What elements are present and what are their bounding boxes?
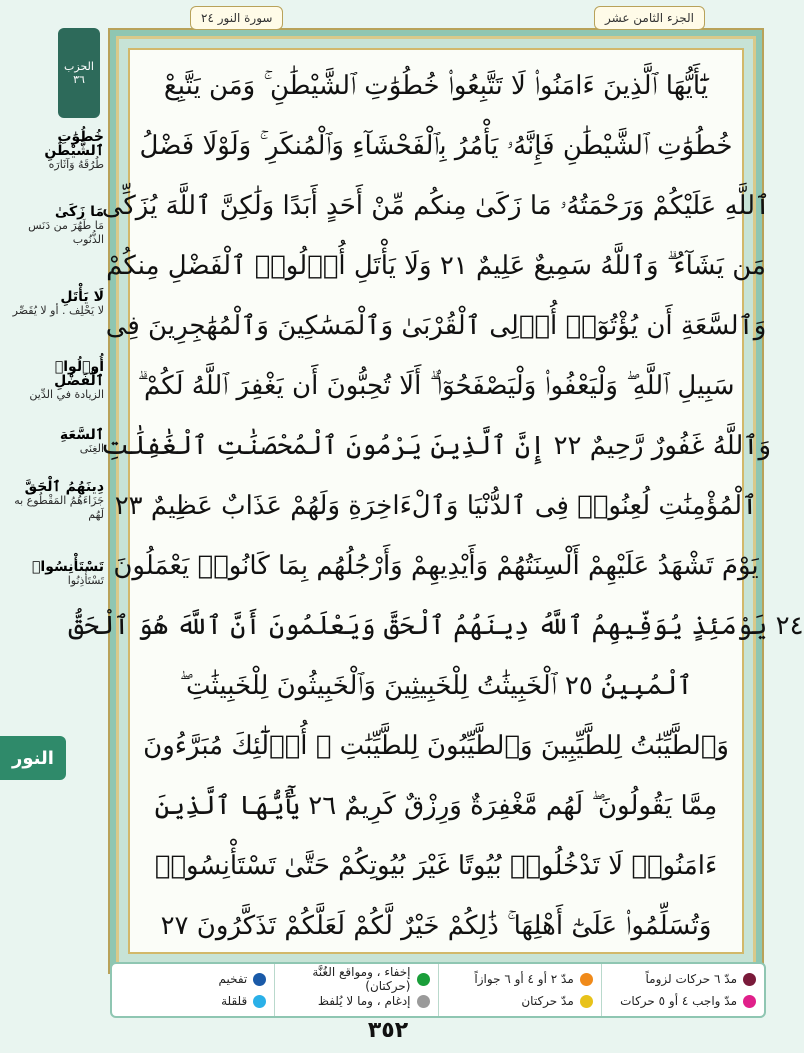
hizb-label: الحزب xyxy=(64,60,94,73)
margin-meaning: تَسْتَأْذِنُوا xyxy=(67,574,104,587)
verse-line-6: سَبِيلِ ٱللَّهِ ۖ وَلْيَعْفُوا۟ وَلْيَصْفَحُوٓا۟ ۗ أَلَا تُحِبُّونَ أَن يَغْفِرَ ٱللَّهُ لَكُمْ ۗ xyxy=(137,370,735,401)
surah-header: سورة النور ٢٤ xyxy=(190,6,283,30)
tajweed-legend xyxy=(110,962,766,1018)
madd-2-dot-icon xyxy=(580,995,593,1008)
hizb-badge xyxy=(58,28,100,118)
legend-label: قلقلة xyxy=(221,994,248,1008)
margin-word: مَا زَكَىٰ xyxy=(54,204,104,220)
verse-line-3: ٱللَّهِ عَلَيْكُمْ وَرَحْمَتُهُۥ مَا زَكَىٰ مِنكُم مِّنْ أَحَدٍ أَبَدًا وَلَٰكِنَّ ٱللَّهَ يُزَكِّى xyxy=(101,190,771,221)
margin-word: تَسْتَأْنِسُوا۟ xyxy=(32,559,104,575)
verse-line-12: وَٱلطَّيِّبَٰتُ لِلطَّيِّبِينَ وَٱلطَّيِّبُونَ لِلطَّيِّبَٰتِ ۚ أُو۟لَٰٓئِكَ مُبَرَّءُونَ xyxy=(143,731,729,761)
page-number: ٣٥٢ xyxy=(367,1018,409,1043)
margin-word: أُو۟لُوا۟ ٱلْفَضْلِ xyxy=(54,359,104,389)
legend-column xyxy=(438,964,601,1016)
margin-meaning: طُرُقَهُ وَآثَارَه xyxy=(48,158,104,171)
legend-item xyxy=(610,990,756,1012)
verse-line-7: وَٱللَّهُ غَفُورٌ رَّحِيمٌ ٢٢ إِنَّ ٱلَّذِينَ يَرْمُونَ ٱلْمُحْصَنَٰتِ ٱلْغَٰفِلَٰتِ xyxy=(100,431,772,461)
legend-item xyxy=(283,965,429,993)
margin-note-6 xyxy=(10,480,104,522)
legend-item xyxy=(120,968,266,990)
verse-line-15: وَتُسَلِّمُوا۟ عَلَىٰٓ أَهْلِهَا ۚ ذَٰلِكُمْ خَيْرٌ لَّكُمْ لَعَلَّكُمْ تَذَكَّرُونَ ٢٧ xyxy=(160,910,712,941)
margin-meaning: الغِنَى xyxy=(79,442,104,455)
verse-line-1: يَٰٓأَيُّهَا ٱلَّذِينَ ءَامَنُوا۟ لَا تَتَّبِعُوا۟ خُطُوَٰتِ ٱلشَّيْطَٰنِ ۚ وَمَن يَتَّبِعْ xyxy=(163,70,709,101)
verse-line-2: خُطُوَٰتِ ٱلشَّيْطَٰنِ فَإِنَّهُۥ يَأْمُرُ بِٱلْفَحْشَآءِ وَٱلْمُنكَرِ ۚ وَلَوْلَا فَضْلُ xyxy=(139,130,733,161)
hizb-number: ٣٦ xyxy=(73,73,85,86)
verse-line-13: مِمَّا يَقُولُونَ ۖ لَهُم مَّغْفِرَةٌ وَرِزْقٌ كَرِيمٌ ٢٦ يَٰٓأَيُّهَا ٱلَّذِينَ xyxy=(154,790,718,821)
legend-item xyxy=(447,990,593,1012)
margin-word: دِينَهُمُ ٱلْحَقَّ xyxy=(24,479,104,495)
legend-label: تفخيم xyxy=(218,972,248,986)
legend-label: مدّ واجب ٤ أو ٥ حركات xyxy=(620,994,737,1008)
margin-meaning: مَا طَهُرَ من دَنَس الذُّنُوب xyxy=(28,219,104,246)
legend-item xyxy=(120,990,266,1012)
verse-line-11: ٱلْمُبِينُ ٢٥ ٱلْخَبِيثَٰتُ لِلْخَبِيثِينَ وَٱلْخَبِيثُونَ لِلْخَبِيثَٰتِ ۖ xyxy=(179,670,693,701)
margin-note-3 xyxy=(10,290,104,318)
legend-label: مدّ ٦ حركات لزوماً xyxy=(645,972,737,986)
juz-header: الجزء الثامن عشر xyxy=(594,6,705,30)
legend-label: مدّ ٢ أو ٤ أو ٦ جوازاً xyxy=(474,972,574,986)
margin-note-2 xyxy=(10,205,104,247)
ikhfa-dot-icon xyxy=(417,973,430,986)
madd-wajib-dot-icon xyxy=(743,995,756,1008)
qalqala-dot-icon xyxy=(253,995,266,1008)
verse-line-14: ءَامَنُوا۟ لَا تَدْخُلُوا۟ بُيُوتًا غَيْرَ بُيُوتِكُمْ حَتَّىٰ تَسْتَأْنِسُوا۟ xyxy=(154,851,718,881)
legend-item xyxy=(447,968,593,990)
margin-meaning: لا يَحْلِف . أو لا يُقَصِّر xyxy=(12,304,104,317)
margin-word: لَا يَأْتَلِ xyxy=(60,289,104,305)
legend-item xyxy=(610,968,756,990)
verse-line-4: مَن يَشَآءُ ۗ وَٱللَّهُ سَمِيعٌ عَلِيمٌ ٢١ وَلَا يَأْتَلِ أُو۟لُوا۟ ٱلْفَضْلِ مِنكُمْ xyxy=(106,250,766,281)
margin-note-7 xyxy=(10,560,104,588)
legend-column xyxy=(112,964,274,1016)
legend-column xyxy=(274,964,437,1016)
margin-word: خُطُوَٰتِ ٱلشَّيْطَٰنِ xyxy=(44,129,104,159)
legend-label: إخفاء ، ومواقع الغُنَّة (حركتان) xyxy=(312,965,411,993)
verse-line-8: ٱلْمُؤْمِنَٰتِ لُعِنُوا۟ فِى ٱلدُّنْيَا وَٱلْءَاخِرَةِ وَلَهُمْ عَذَابٌ عَظِيمٌ ٢٣ xyxy=(114,491,758,521)
margin-word: ٱلسَّعَةِ xyxy=(59,427,104,443)
madd-6-dot-icon xyxy=(743,973,756,986)
legend-item xyxy=(283,990,429,1012)
legend-label: مدّ حركتان xyxy=(521,994,574,1008)
tafkheem-dot-icon xyxy=(253,973,266,986)
verse-line-5: وَٱلسَّعَةِ أَن يُؤْتُوٓا۟ أُو۟لِى ٱلْقُرْبَىٰ وَٱلْمَسَٰكِينَ وَٱلْمُهَٰجِرِينَ فِى xyxy=(105,311,767,341)
legend-column xyxy=(601,964,764,1016)
verse-line-10: ٢٤ يَوْمَئِذٍ يُوَفِّيهِمُ ٱللَّهُ دِينَهُمُ ٱلْحَقَّ وَيَعْلَمُونَ أَنَّ ٱللَّهَ هُوَ ٱلْحَقُّ xyxy=(68,611,804,641)
surah-side-tab[interactable]: النور xyxy=(0,736,66,780)
margin-meaning: جَزَاءَهُمُ المَقْطُوع به لَهُم xyxy=(14,494,104,521)
margin-note-5 xyxy=(10,428,104,456)
madd-jawaz-dot-icon xyxy=(580,973,593,986)
margin-note-1 xyxy=(10,130,104,172)
idgham-dot-icon xyxy=(417,995,430,1008)
verse-line-9: يَوْمَ تَشْهَدُ عَلَيْهِمْ أَلْسِنَتُهُمْ وَأَيْدِيهِمْ وَأَرْجُلُهُم بِمَا كَانُوا۟ يَعْمَلُونَ xyxy=(113,551,759,581)
margin-note-4 xyxy=(10,360,104,402)
legend-label: إدغام ، وما لا يُلفظ xyxy=(317,994,411,1008)
margin-meaning: الزيادة في الدِّين xyxy=(29,388,104,401)
